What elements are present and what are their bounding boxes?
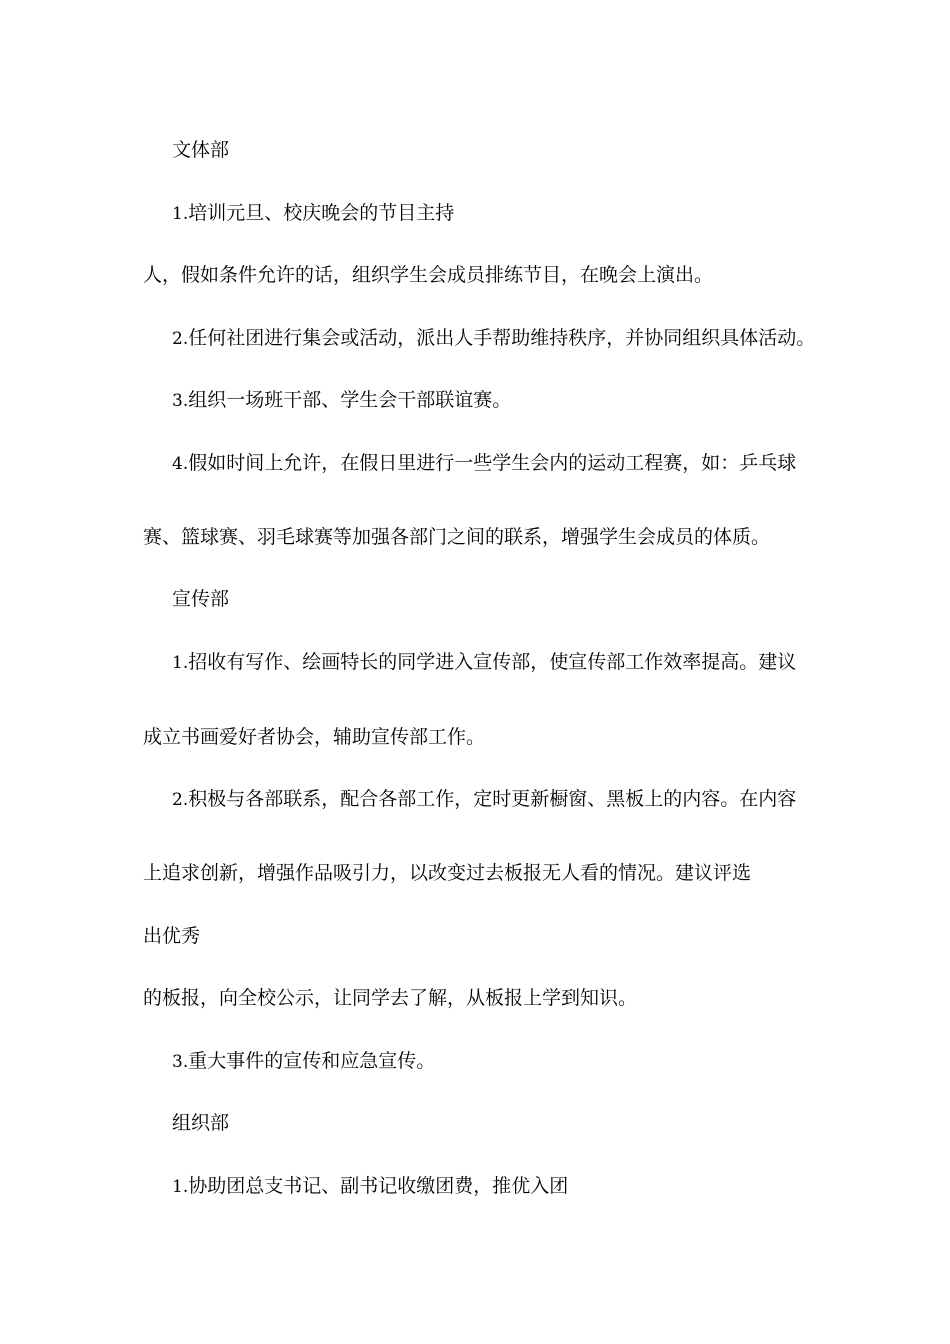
paragraph-continuation: 上追求创新，增强作品吸引力，以改变过去板报无人看的情况。建议评选 [143, 862, 752, 884]
item-number: 1. [172, 1177, 189, 1197]
paragraph-continuation: 的板报，向全校公示，让同学去了解，从板报上学到知识。 [143, 987, 638, 1009]
item-number: 3. [172, 391, 189, 411]
list-item-wenti-1 [172, 200, 454, 227]
item-text: 招收有写作、绘画特长的同学进入宣传部，使宣传部工作效率提高。建议 [188, 651, 797, 673]
list-item-zuzhi-1 [172, 1173, 568, 1200]
section-heading-xuanchuan: 宣传部 [172, 588, 230, 610]
list-item-xuanchuan-1 [172, 649, 796, 676]
item-text: 培训元旦、校庆晚会的节目主持 [188, 202, 455, 224]
item-text: 积极与各部联系，配合各部工作，定时更新橱窗、黑板上的内容。在内容 [188, 788, 797, 810]
paragraph-continuation: 出优秀 [143, 925, 201, 947]
item-number: 1. [172, 653, 189, 673]
section-heading-zuzhi: 组织部 [172, 1112, 230, 1134]
item-text: 组织一场班干部、学生会干部联谊赛。 [188, 389, 512, 411]
list-item-wenti-4 [172, 450, 796, 477]
item-number: 2. [172, 329, 189, 349]
item-text: 协助团总支书记、副书记收缴团费，推优入团 [188, 1175, 569, 1197]
list-item-xuanchuan-3 [172, 1048, 435, 1075]
item-number: 1. [172, 204, 189, 224]
paragraph-continuation: 成立书画爱好者协会，辅助宣传部工作。 [143, 726, 486, 748]
item-text: 假如时间上允许，在假日里进行一些学生会内的运动工程赛，如：乒乓球 [188, 452, 797, 474]
item-text: 任何社团进行集会或活动，派出人手帮助维持秩序，并协同组织具体活动。 [188, 327, 816, 349]
list-item-xuanchuan-2 [172, 786, 796, 813]
item-text: 重大事件的宣传和应急宣传。 [188, 1050, 436, 1072]
list-item-wenti-2 [172, 325, 815, 352]
item-number: 3. [172, 1052, 189, 1072]
section-heading-wenti: 文体部 [172, 139, 230, 161]
list-item-wenti-3 [172, 387, 511, 414]
paragraph-continuation: 赛、篮球赛、羽毛球赛等加强各部门之间的联系，增强学生会成员的体质。 [143, 526, 771, 548]
paragraph-continuation: 人，假如条件允许的话，组织学生会成员排练节目，在晚会上演出。 [143, 264, 714, 286]
item-number: 4. [172, 454, 189, 474]
item-number: 2. [172, 790, 189, 810]
